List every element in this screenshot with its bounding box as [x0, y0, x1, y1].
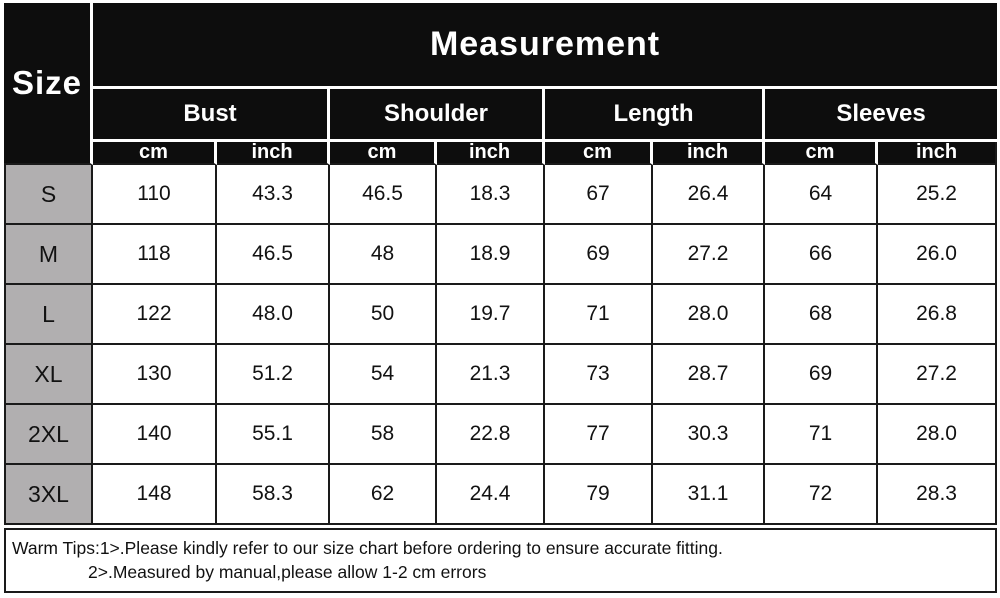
- unit-header-cell: cm: [330, 142, 437, 165]
- measurement-value-cell: 26.4: [653, 165, 765, 225]
- measurement-value-cell: 43.3: [217, 165, 330, 225]
- unit-header-cell: inch: [878, 142, 997, 165]
- size-column-header: Size: [4, 3, 93, 165]
- measurement-value-cell: 122: [93, 285, 217, 345]
- measurement-value-cell: 73: [545, 345, 653, 405]
- measurement-value-cell: 28.3: [878, 465, 997, 525]
- measurement-value-cell: 58.3: [217, 465, 330, 525]
- unit-header-cell: inch: [653, 142, 765, 165]
- measurement-value-cell: 69: [545, 225, 653, 285]
- measurement-value-cell: 18.9: [437, 225, 545, 285]
- unit-header-cell: cm: [93, 142, 217, 165]
- measurement-value-cell: 48: [330, 225, 437, 285]
- measurement-value-cell: 22.8: [437, 405, 545, 465]
- measurement-header-row: [4, 3, 997, 89]
- measurement-value-cell: 51.2: [217, 345, 330, 405]
- measurement-value-cell: 26.8: [878, 285, 997, 345]
- measurement-value-cell: 31.1: [653, 465, 765, 525]
- measurement-value-cell: 64: [765, 165, 878, 225]
- measurement-value-cell: 30.3: [653, 405, 765, 465]
- measurement-title: Measurement: [93, 3, 997, 89]
- warm-tips-line2: 2>.Measured by manual,please allow 1-2 cm errors: [88, 562, 487, 582]
- measurement-value-cell: 118: [93, 225, 217, 285]
- size-label-cell: L: [4, 285, 93, 345]
- measurement-value-cell: 27.2: [878, 345, 997, 405]
- measurement-value-cell: 68: [765, 285, 878, 345]
- measurement-value-cell: 69: [765, 345, 878, 405]
- unit-header-cell: inch: [217, 142, 330, 165]
- measurement-value-cell: 55.1: [217, 405, 330, 465]
- measurement-value-cell: 48.0: [217, 285, 330, 345]
- measurement-value-cell: 130: [93, 345, 217, 405]
- size-table-row: [4, 465, 997, 525]
- size-table-row: [4, 165, 997, 225]
- measurement-value-cell: 24.4: [437, 465, 545, 525]
- warm-tips-box: [4, 528, 997, 593]
- measurement-value-cell: 148: [93, 465, 217, 525]
- shoulder-header: Shoulder: [330, 89, 545, 142]
- size-label-cell: S: [4, 165, 93, 225]
- measurement-value-cell: 28.0: [878, 405, 997, 465]
- size-table-row: [4, 285, 997, 345]
- measurement-value-cell: 46.5: [217, 225, 330, 285]
- measurement-value-cell: 46.5: [330, 165, 437, 225]
- size-chart-table: [4, 3, 997, 525]
- measurement-value-cell: 54: [330, 345, 437, 405]
- measurement-value-cell: 79: [545, 465, 653, 525]
- measurement-value-cell: 18.3: [437, 165, 545, 225]
- length-header: Length: [545, 89, 765, 142]
- measurement-value-cell: 26.0: [878, 225, 997, 285]
- measurement-value-cell: 25.2: [878, 165, 997, 225]
- group-header-row: [4, 89, 997, 142]
- size-table-row: [4, 405, 997, 465]
- measurement-value-cell: 50: [330, 285, 437, 345]
- unit-header-cell: inch: [437, 142, 545, 165]
- size-label-cell: 3XL: [4, 465, 93, 525]
- measurement-value-cell: 58: [330, 405, 437, 465]
- measurement-value-cell: 72: [765, 465, 878, 525]
- measurement-value-cell: 71: [765, 405, 878, 465]
- size-label-cell: 2XL: [4, 405, 93, 465]
- measurement-value-cell: 62: [330, 465, 437, 525]
- size-label-cell: M: [4, 225, 93, 285]
- size-label-cell: XL: [4, 345, 93, 405]
- unit-header-cell: cm: [765, 142, 878, 165]
- size-table-row: [4, 345, 997, 405]
- measurement-value-cell: 71: [545, 285, 653, 345]
- measurement-value-cell: 110: [93, 165, 217, 225]
- warm-tips-line1: Warm Tips:1>.Please kindly refer to our size chart before ordering to ensure accurate fitting.: [12, 538, 723, 558]
- bust-header: Bust: [93, 89, 330, 142]
- measurement-value-cell: 66: [765, 225, 878, 285]
- measurement-value-cell: 67: [545, 165, 653, 225]
- measurement-value-cell: 77: [545, 405, 653, 465]
- measurement-value-cell: 28.7: [653, 345, 765, 405]
- unit-header-cell: cm: [545, 142, 653, 165]
- measurement-value-cell: 21.3: [437, 345, 545, 405]
- sleeves-header: Sleeves: [765, 89, 997, 142]
- measurement-value-cell: 19.7: [437, 285, 545, 345]
- measurement-value-cell: 28.0: [653, 285, 765, 345]
- size-table-body: [4, 165, 997, 525]
- units-row: [4, 142, 997, 165]
- size-table-row: [4, 225, 997, 285]
- measurement-value-cell: 140: [93, 405, 217, 465]
- measurement-value-cell: 27.2: [653, 225, 765, 285]
